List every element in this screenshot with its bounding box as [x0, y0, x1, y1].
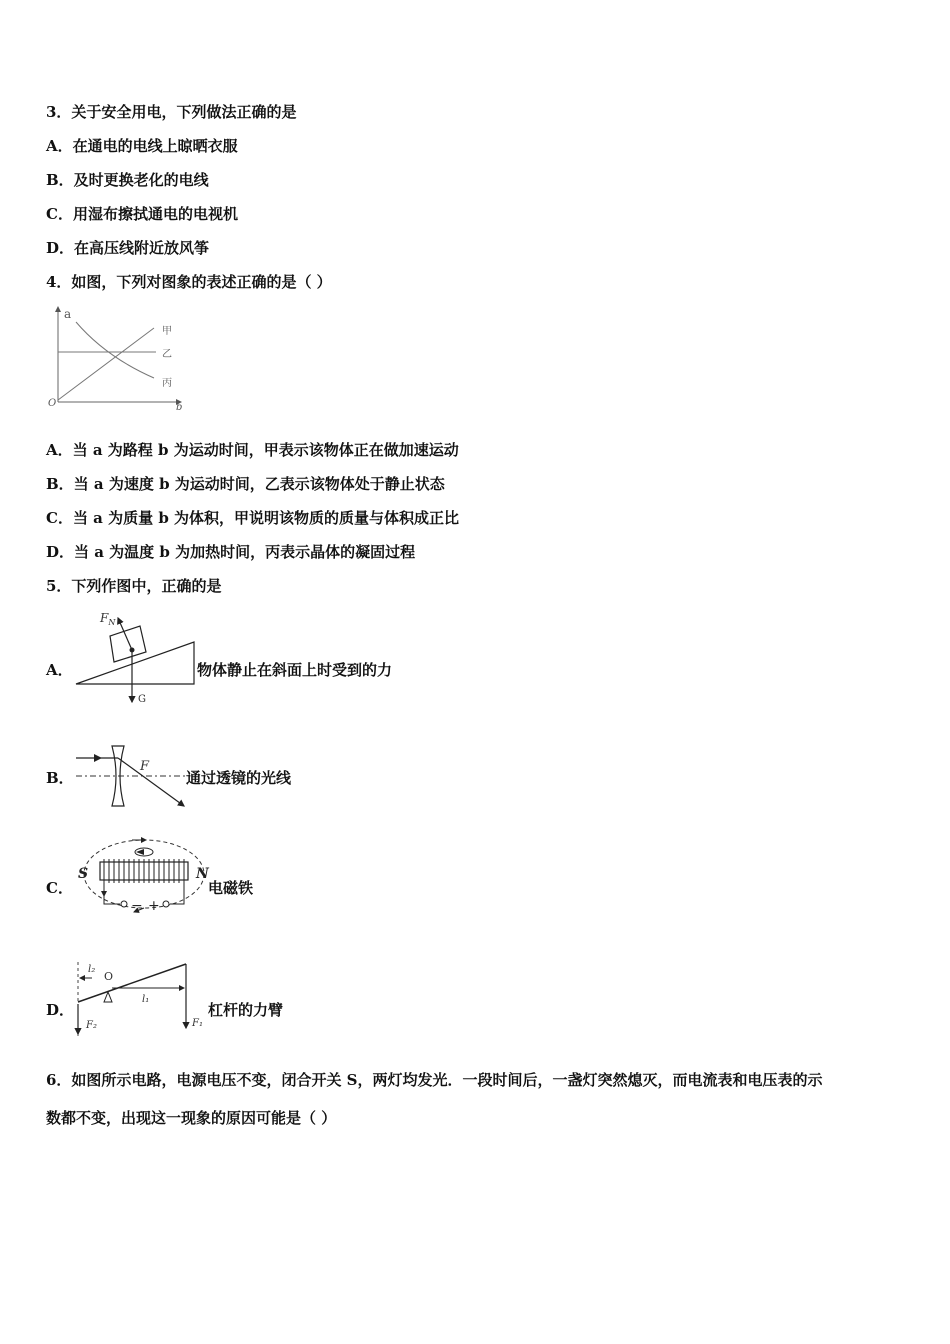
q5-c-terminal-left — [121, 901, 127, 907]
q5-figure-d — [72, 956, 212, 1036]
q5-option-b-caption: 通过透镜的光线 — [186, 769, 292, 787]
q5-d-o-label: O — [104, 970, 114, 983]
q5-d-l2-label: l₂ — [88, 964, 96, 975]
q4-origin-label: O — [48, 398, 57, 409]
q5-option-a-label: A． — [46, 661, 73, 679]
q5-a-block — [110, 626, 146, 662]
q5-option-d-label: D． — [46, 1001, 75, 1019]
q4-curve-bing — [76, 322, 154, 378]
q5-c-terminal-right — [163, 901, 169, 907]
q4-option-c: C．当 a 为质量 b 为体积，甲说明该物质的质量与体积成正比 — [46, 509, 460, 527]
q5-option-c-caption: 电磁铁 — [208, 879, 254, 897]
q5-d-fulcrum — [104, 992, 112, 1002]
q4-x-label: b — [176, 402, 183, 413]
q3-option-b: B．及时更换老化的电线 — [46, 171, 209, 189]
q5-d-l1-label: l₁ — [142, 994, 150, 1005]
q5-a-fn-label: $F_N$ — [100, 611, 116, 627]
q5-stem: 5．下列作图中，正确的是 — [46, 577, 222, 595]
q4-series-yi: 乙 — [162, 349, 172, 360]
q5-option-a-caption: 物体静止在斜面上时受到的力 — [197, 661, 393, 679]
q5-c-s-pole: S — [78, 866, 89, 882]
q4-y-label: a — [64, 307, 72, 321]
q5-d-f1-label: F₁ — [192, 1018, 203, 1029]
q4-graph — [46, 302, 186, 412]
q4-option-d: D．当 a 为温度 b 为加热时间，丙表示晶体的凝固过程 — [46, 543, 416, 561]
q5-option-b-label: B． — [46, 769, 74, 787]
q3-option-d: D．在高压线附近放风筝 — [46, 239, 210, 257]
q5-option-d-caption: 杠杆的力臂 — [208, 1001, 284, 1019]
q3-option-c: C．用湿布擦拭通电的电视机 — [46, 205, 238, 223]
q5-c-plus: + — [148, 898, 160, 914]
q4-stem: 4．如图，下列对图象的表述正确的是（ ） — [46, 273, 332, 291]
q5-b-focus-label: F — [140, 759, 150, 774]
q5-b-refracted-ray — [118, 758, 184, 806]
q5-figure-c — [74, 826, 214, 922]
q4-option-b: B．当 a 为速度 b 为运动时间，乙表示该物体处于静止状态 — [46, 475, 445, 493]
q4-series-bing: 丙 — [162, 378, 172, 389]
q5-c-minus: − — [131, 898, 143, 914]
q5-b-arrow-head-1 — [94, 754, 102, 762]
q4-line-jia — [58, 328, 154, 400]
q6-stem-line2: 数都不变，出现这一现象的原因可能是（ ） — [46, 1109, 337, 1127]
q5-figure-a — [74, 606, 204, 706]
q5-a-g-label: G — [138, 694, 146, 705]
q5-d-f2-label: F₂ — [86, 1020, 97, 1031]
q3-option-a: A．在通电的电线上晾晒衣服 — [46, 137, 238, 155]
q3-stem: 3．关于安全用电，下列做法正确的是 — [46, 103, 297, 121]
q5-c-n-pole: N — [196, 866, 209, 882]
q5-figure-b — [74, 744, 194, 804]
q5-option-c-label: C． — [46, 879, 73, 897]
q5-c-circuit-wire — [104, 883, 184, 904]
q4-series-jia: 甲 — [162, 326, 172, 337]
q6-stem-line1: 6．如图所示电路，电源电压不变，闭合开关 S，两灯均发光．一段时间后，一盏灯突然熄灭，而电流表和电压表的示 — [46, 1071, 823, 1089]
q4-option-a: A．当 a 为路程 b 为运动时间，甲表示该物体正在做加速运动 — [46, 441, 459, 459]
